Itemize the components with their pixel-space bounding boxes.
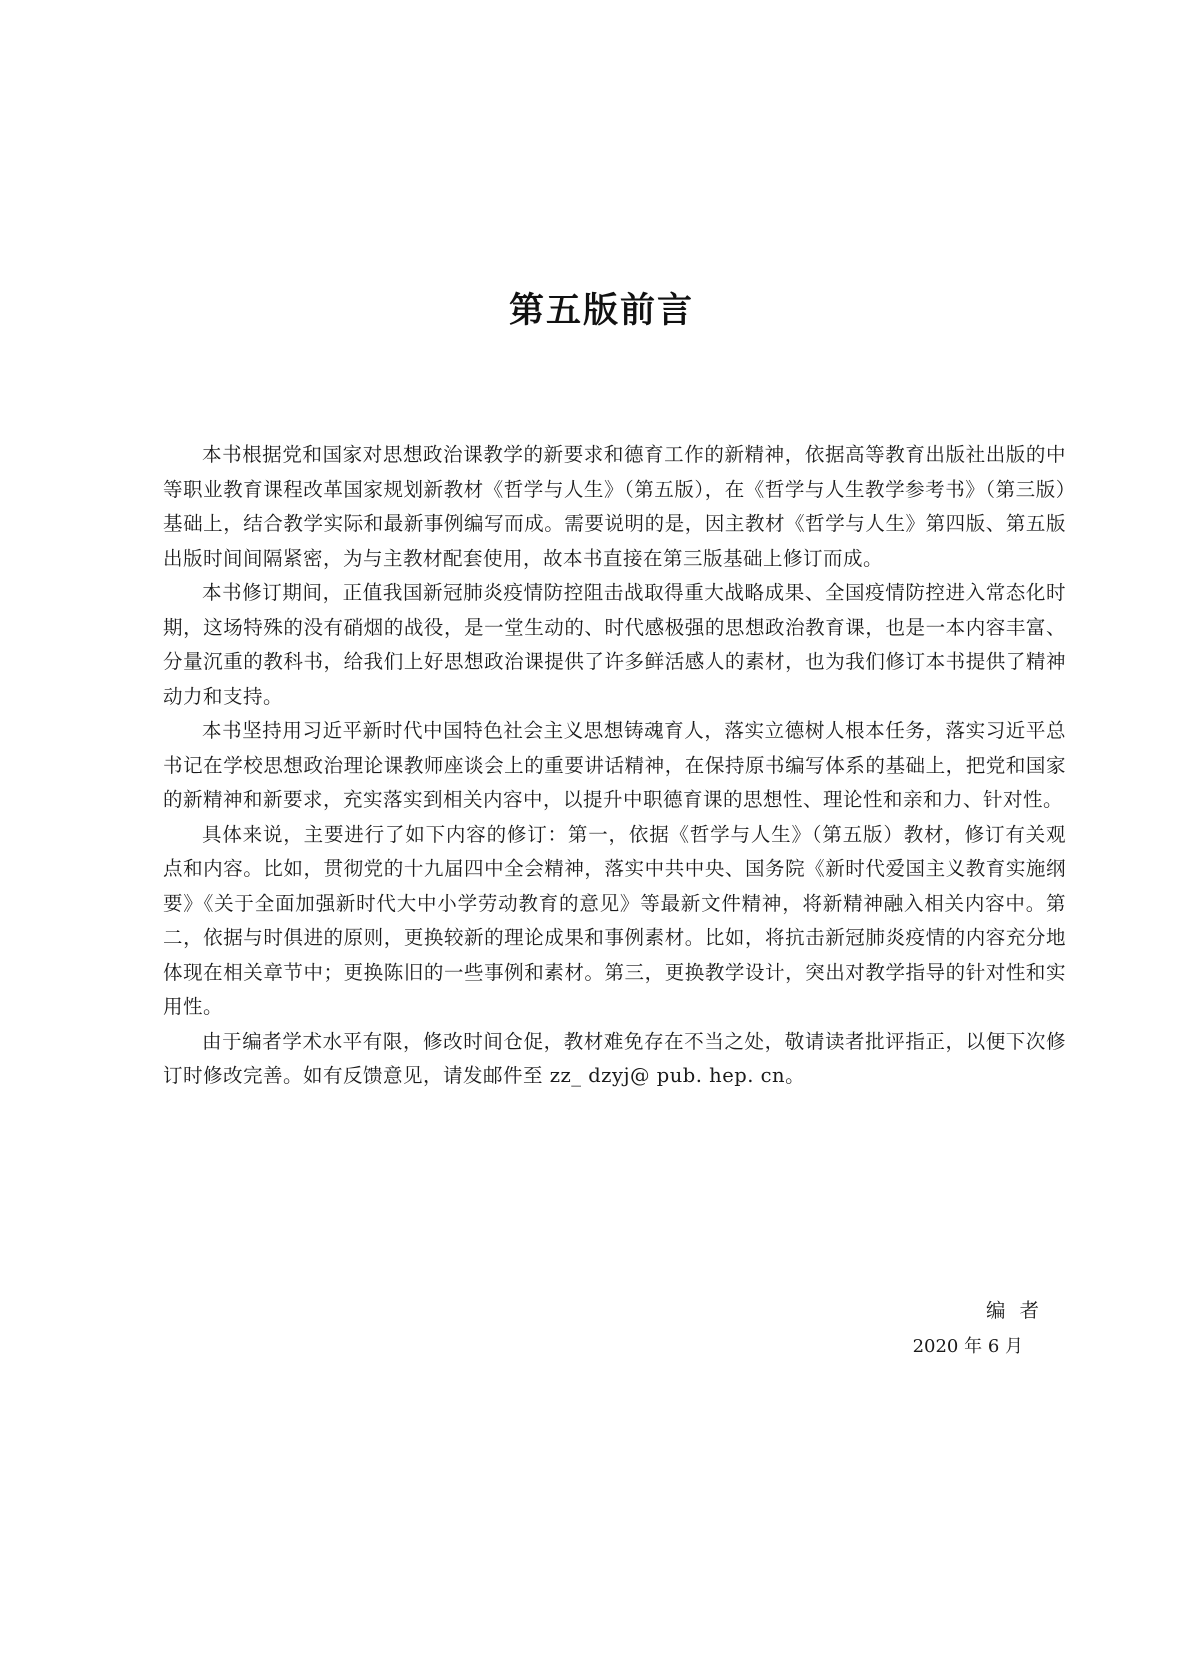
signature-date: 2020 年 6 月: [912, 1336, 1023, 1357]
paragraph-5: 由于编者学术水平有限，修改时间仓促，教材难免存在不当之处，敬请读者批评指正，以便下次修订时修改完善。如有反馈意见，请发邮件至 zz_ dzyj@ pub. hep. cn。: [163, 1029, 1066, 1087]
paragraph-4: 具体来说，主要进行了如下内容的修订：第一，依据《哲学与人生》（第五版）教材，修订有关观点和内容。比如，贯彻党的十九届四中全会精神，落实中共中央、国务院《新时代爱国主义教育实施纲要》《关于全面加强新时代大中小学劳动教育的意见》等最新文件精神，将新精神融入相关内容中。第二，依据与时俱进的原则，更换较新的理论成果和事例素材。比如，将抗击新冠肺炎疫情的内容充分地体现在相关章节中；更换陈旧的一些事例和素材。第三，更换教学设计，突出对教学指导的针对性和实用性。: [163, 822, 1066, 1018]
paragraph-3: 本书坚持用习近平新时代中国特色社会主义思想铸魂育人，落实立德树人根本任务，落实习近平总书记在学校思想政治理论课教师座谈会上的重要讲话精神，在保持原书编写体系的基础上，把党和国家的新精神和新要求，充实落实到相关内容中，以提升中职德育课的思想性、理论性和亲和力、针对性。: [163, 719, 1066, 811]
page-title: 第五版前言: [508, 291, 694, 331]
paragraph-1: 本书根据党和国家对思想政治课教学的新要求和德育工作的新精神，依据高等教育出版社出版的中等职业教育课程改革国家规划新教材《哲学与人生》（第五版），在《哲学与人生教学参考书》（第三版）基础上，结合教学实际和最新事例编写而成。需要说明的是，因主教材《哲学与人生》第四版、第五版出版时间间隔紧密，为与主教材配套使用，故本书直接在第三版基础上修订而成。: [163, 443, 1066, 570]
paragraph-2: 本书修订期间，正值我国新冠肺炎疫情防控阻击战取得重大战略成果、全国疫情防控进入常态化时期，这场特殊的没有硝烟的战役，是一堂生动的、时代感极强的思想政治教育课，也是一本内容丰富、分量沉重的教科书，给我们上好思想政治课提供了许多鲜活感人的素材，也为我们修订本书提供了精神动力和支持。: [163, 581, 1066, 708]
signature-author: 编者: [985, 1299, 1053, 1322]
preface-body: [163, 438, 1066, 1094]
